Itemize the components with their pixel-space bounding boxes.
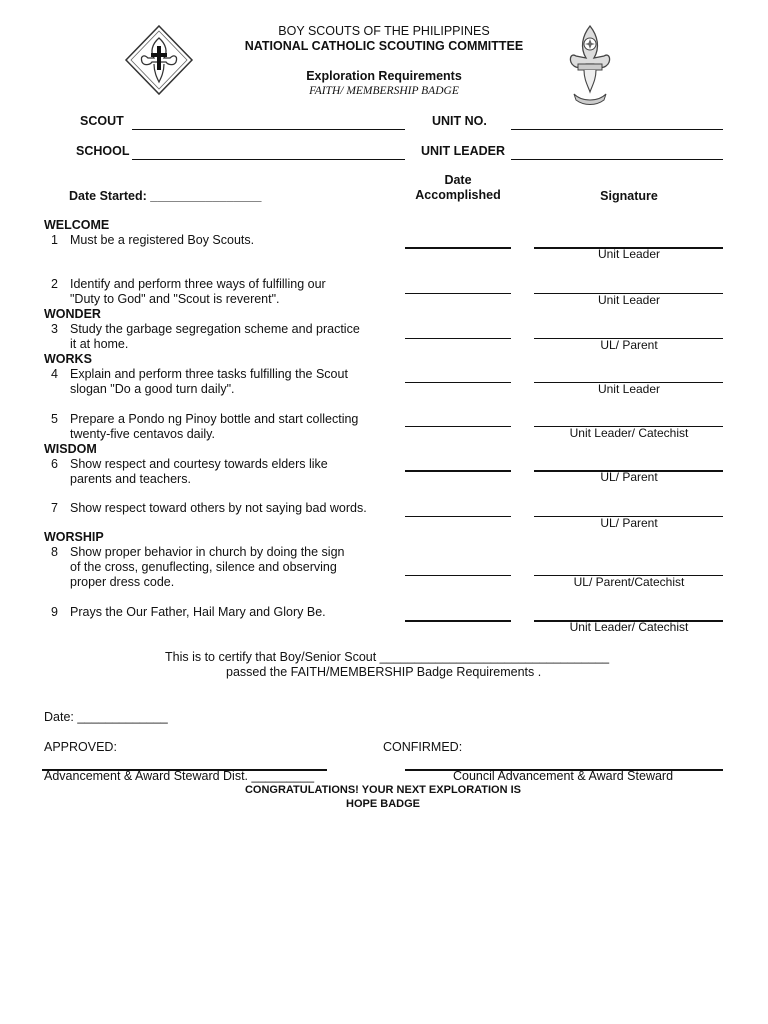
committee-name: NATIONAL CATHOLIC SCOUTING COMMITTEE (244, 39, 524, 53)
date-accomplished-field[interactable] (405, 293, 511, 294)
date-accomplished-field[interactable] (405, 382, 511, 383)
requirement-line: Explain and perform three tasks fulfilling the Scout (70, 367, 348, 381)
requirement-line: Show proper behavior in church by doing the sign (70, 545, 345, 559)
next-badge-text: HOPE BADGE (346, 798, 420, 810)
requirement-line: Must be a registered Boy Scouts. (70, 233, 255, 247)
requirement-line: Study the garbage segregation scheme and practice (70, 322, 360, 336)
congratulations-text: CONGRATULATIONS! YOUR NEXT EXPLORATION IS (244, 784, 522, 796)
requirement-text (70, 457, 328, 487)
section-wisdom: WISDOM (44, 442, 97, 456)
requirement-line: of the cross, genuflecting, silence and observing (70, 560, 337, 574)
confirmed-label: CONFIRMED: (383, 740, 463, 754)
date-accomplished-field[interactable] (405, 470, 511, 472)
requirement-text (70, 233, 254, 248)
unit-no-field[interactable] (511, 129, 723, 130)
confirmer-title: Council Advancement & Award Steward (453, 769, 674, 783)
date-accomplished-field[interactable] (405, 338, 511, 339)
school-label: SCHOOL (76, 144, 130, 158)
requirement-number: 6 (51, 457, 58, 471)
signer-label: UL/ Parent/Catechist (573, 575, 685, 589)
unit-no-label: UNIT NO. (432, 114, 487, 128)
section-wonder: WONDER (44, 307, 101, 321)
date-accomplished-field[interactable] (405, 426, 511, 427)
requirement-line: parents and teachers. (70, 472, 191, 486)
signer-label: UL/ Parent (600, 470, 658, 484)
requirement-text (70, 501, 367, 516)
org-name: BOY SCOUTS OF THE PHILIPPINES (278, 24, 490, 38)
requirement-number: 4 (51, 367, 58, 381)
certify-passed-text: passed the FAITH/MEMBERSHIP Badge Requirements . (226, 665, 542, 679)
scout-name-field[interactable] (132, 129, 405, 130)
requirement-text (70, 367, 348, 397)
approved-label: APPROVED: (44, 740, 117, 754)
section-worship: WORSHIP (44, 530, 104, 544)
requirement-number: 7 (51, 501, 58, 515)
signer-label: Unit Leader/ Catechist (569, 620, 689, 634)
signer-label: Unit Leader (597, 247, 661, 261)
date-column-header (398, 173, 518, 203)
requirement-text (70, 545, 344, 590)
unit-leader-field[interactable] (511, 159, 723, 160)
signature-column-header: Signature (600, 189, 658, 203)
requirement-line: Identify and perform three ways of fulfilling our (70, 277, 326, 291)
signer-label: Unit Leader (597, 293, 661, 307)
signer-label: UL/ Parent (600, 516, 658, 530)
requirement-text (70, 322, 360, 352)
requirement-number: 2 (51, 277, 58, 291)
date-accomplished-field[interactable] (405, 247, 511, 249)
date-accomplished-field[interactable] (405, 516, 511, 517)
date-header-line1: Date (444, 173, 472, 187)
requirement-line: slogan "Do a good turn daily". (70, 382, 235, 396)
date-started-field[interactable]: Date Started: ________________ (69, 189, 262, 203)
requirement-number: 1 (51, 233, 58, 247)
requirement-line: Show respect and courtesy towards elders like (70, 457, 328, 471)
date-accomplished-field[interactable] (405, 620, 511, 622)
date-header-line2: Accomplished (415, 188, 501, 202)
requirement-line: Prepare a Pondo ng Pinoy bottle and start collecting (70, 412, 359, 426)
date-field[interactable]: Date: _____________ (44, 710, 168, 724)
certify-statement: This is to certify that Boy/Senior Scout _________________________________ (165, 650, 610, 664)
requirement-line: Show respect toward others by not saying bad words. (70, 501, 367, 515)
signer-label: Unit Leader/ Catechist (569, 426, 689, 440)
requirement-number: 3 (51, 322, 58, 336)
requirement-line: Prays the Our Father, Hail Mary and Glory Be. (70, 605, 326, 619)
scout-label: SCOUT (80, 114, 124, 128)
section-welcome: WELCOME (44, 218, 110, 232)
requirement-number: 9 (51, 605, 58, 619)
requirement-line: proper dress code. (70, 575, 175, 589)
requirement-text (70, 412, 358, 442)
section-works: WORKS (44, 352, 92, 366)
requirement-line: twenty-five centavos daily. (70, 427, 215, 441)
signer-label: UL/ Parent (600, 338, 658, 352)
requirement-number: 5 (51, 412, 58, 426)
requirement-line: it at home. (70, 337, 129, 351)
document-title: Exploration Requirements (306, 69, 462, 83)
requirement-number: 8 (51, 545, 58, 559)
requirement-text (70, 277, 326, 307)
requirement-line: "Duty to God" and "Scout is reverent". (70, 292, 280, 306)
date-accomplished-field[interactable] (405, 575, 511, 576)
unit-leader-label: UNIT LEADER (421, 144, 506, 158)
signer-label: Unit Leader (597, 382, 661, 396)
badge-name: FAITH/ MEMBERSHIP BADGE (309, 85, 459, 97)
requirement-text (70, 605, 326, 620)
school-field[interactable] (132, 159, 405, 160)
approver-title: Advancement & Award Steward Dist. _________ (44, 769, 315, 783)
